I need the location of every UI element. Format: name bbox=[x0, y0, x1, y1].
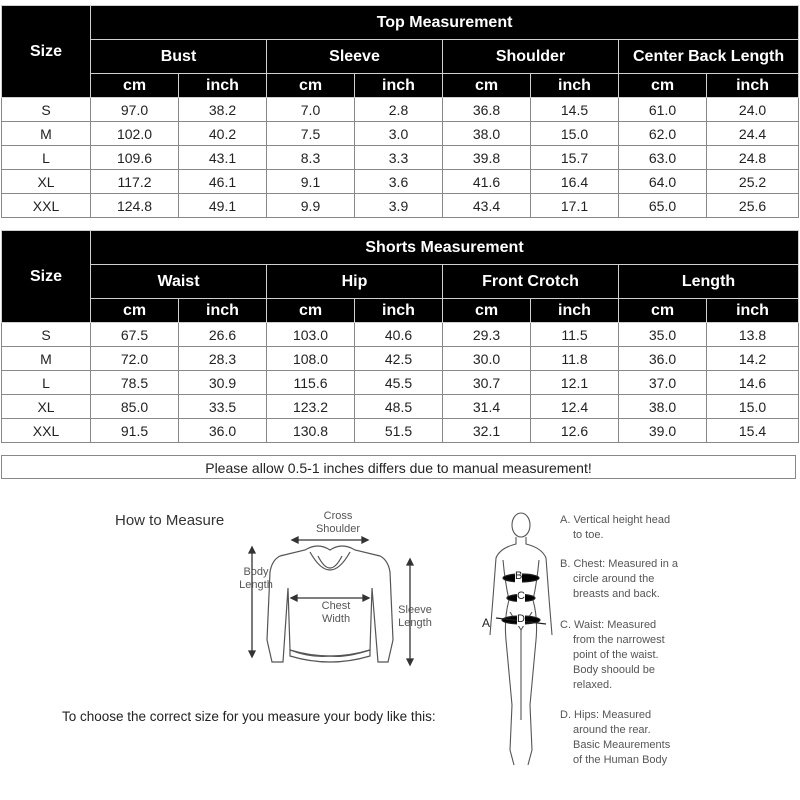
value-cell: 24.4 bbox=[707, 122, 799, 146]
value-cell: 40.2 bbox=[179, 122, 267, 146]
value-cell: 32.1 bbox=[443, 419, 531, 443]
value-cell: 130.8 bbox=[267, 419, 355, 443]
value-cell: 14.6 bbox=[707, 371, 799, 395]
group-header: Sleeve bbox=[267, 40, 443, 74]
value-cell: 123.2 bbox=[267, 395, 355, 419]
value-cell: 35.0 bbox=[619, 323, 707, 347]
value-cell: 38.2 bbox=[179, 98, 267, 122]
table-row bbox=[2, 194, 799, 218]
unit-header: inch bbox=[531, 74, 619, 98]
value-cell: 15.4 bbox=[707, 419, 799, 443]
value-cell: 39.0 bbox=[619, 419, 707, 443]
group-header: Waist bbox=[91, 265, 267, 299]
unit-header: inch bbox=[355, 299, 443, 323]
unit-header-row bbox=[2, 299, 799, 323]
value-cell: 63.0 bbox=[619, 146, 707, 170]
value-cell: 62.0 bbox=[619, 122, 707, 146]
step-c: C. Waist: Measured from the narrowest point of the waist. Body shoould be relaxed. bbox=[560, 619, 665, 691]
value-cell: 14.2 bbox=[707, 347, 799, 371]
value-cell: 30.9 bbox=[179, 371, 267, 395]
value-cell: 3.9 bbox=[355, 194, 443, 218]
choose-size-text: To choose the correct size for you measure your body like this: bbox=[62, 709, 436, 724]
value-cell: 25.2 bbox=[707, 170, 799, 194]
size-cell: L bbox=[2, 146, 91, 170]
size-cell: S bbox=[2, 98, 91, 122]
value-cell: 38.0 bbox=[619, 395, 707, 419]
group-header: Bust bbox=[91, 40, 267, 74]
size-cell: S bbox=[2, 323, 91, 347]
value-cell: 124.8 bbox=[91, 194, 179, 218]
unit-header: cm bbox=[91, 74, 179, 98]
table-row bbox=[2, 122, 799, 146]
body-length-label: Body Length bbox=[239, 566, 273, 591]
group-header: Center Back Length bbox=[619, 40, 799, 74]
unit-header: cm bbox=[619, 299, 707, 323]
step-d: D. Hips: Measured around the rear. Basic Meaurements of the Human Body bbox=[560, 709, 671, 766]
size-header: Size bbox=[2, 6, 91, 98]
table-row bbox=[2, 395, 799, 419]
value-cell: 45.5 bbox=[355, 371, 443, 395]
value-cell: 72.0 bbox=[91, 347, 179, 371]
value-cell: 42.5 bbox=[355, 347, 443, 371]
value-cell: 43.4 bbox=[443, 194, 531, 218]
value-cell: 16.4 bbox=[531, 170, 619, 194]
value-cell: 108.0 bbox=[267, 347, 355, 371]
value-cell: 8.3 bbox=[267, 146, 355, 170]
table-row bbox=[2, 347, 799, 371]
value-cell: 46.1 bbox=[179, 170, 267, 194]
value-cell: 24.8 bbox=[707, 146, 799, 170]
unit-header: cm bbox=[619, 74, 707, 98]
value-cell: 3.0 bbox=[355, 122, 443, 146]
value-cell: 41.6 bbox=[443, 170, 531, 194]
size-cell: M bbox=[2, 347, 91, 371]
value-cell: 51.5 bbox=[355, 419, 443, 443]
group-header: Hip bbox=[267, 265, 443, 299]
unit-header: inch bbox=[355, 74, 443, 98]
how-to-measure-heading: How to Measure bbox=[115, 512, 225, 529]
value-cell: 109.6 bbox=[91, 146, 179, 170]
value-cell: 64.0 bbox=[619, 170, 707, 194]
size-cell: XL bbox=[2, 170, 91, 194]
value-cell: 117.2 bbox=[91, 170, 179, 194]
value-cell: 65.0 bbox=[619, 194, 707, 218]
value-cell: 61.0 bbox=[619, 98, 707, 122]
shorts-measurement-table bbox=[1, 230, 799, 443]
size-header: Size bbox=[2, 231, 91, 323]
value-cell: 11.5 bbox=[531, 323, 619, 347]
value-cell: 24.0 bbox=[707, 98, 799, 122]
value-cell: 36.0 bbox=[619, 347, 707, 371]
value-cell: 36.0 bbox=[179, 419, 267, 443]
value-cell: 49.1 bbox=[179, 194, 267, 218]
unit-header: inch bbox=[707, 74, 799, 98]
value-cell: 15.0 bbox=[707, 395, 799, 419]
table-title: Shorts Measurement bbox=[91, 231, 799, 265]
value-cell: 31.4 bbox=[443, 395, 531, 419]
value-cell: 15.7 bbox=[531, 146, 619, 170]
value-cell: 28.3 bbox=[179, 347, 267, 371]
group-header: Front Crotch bbox=[443, 265, 619, 299]
value-cell: 43.1 bbox=[179, 146, 267, 170]
value-cell: 15.0 bbox=[531, 122, 619, 146]
table-row bbox=[2, 323, 799, 347]
unit-header-row bbox=[2, 74, 799, 98]
size-cell: XL bbox=[2, 395, 91, 419]
size-cell: M bbox=[2, 122, 91, 146]
table-row bbox=[2, 170, 799, 194]
value-cell: 48.5 bbox=[355, 395, 443, 419]
measurement-note: Please allow 0.5-1 inches differs due to manual measurement! bbox=[1, 455, 796, 479]
size-cell: XXL bbox=[2, 194, 91, 218]
chest-width-label: Chest Width bbox=[314, 600, 358, 626]
step-b: B. Chest: Measured in a circle around the breasts and back. bbox=[560, 558, 679, 600]
value-cell: 26.6 bbox=[179, 323, 267, 347]
value-cell: 12.1 bbox=[531, 371, 619, 395]
table-row bbox=[2, 146, 799, 170]
body-letter-a: A bbox=[482, 616, 491, 630]
body-letter-c: C bbox=[517, 590, 525, 602]
measure-guide bbox=[0, 490, 800, 800]
value-cell: 14.5 bbox=[531, 98, 619, 122]
value-cell: 17.1 bbox=[531, 194, 619, 218]
value-cell: 9.9 bbox=[267, 194, 355, 218]
value-cell: 3.3 bbox=[355, 146, 443, 170]
value-cell: 30.7 bbox=[443, 371, 531, 395]
size-cell: L bbox=[2, 371, 91, 395]
value-cell: 29.3 bbox=[443, 323, 531, 347]
value-cell: 7.5 bbox=[267, 122, 355, 146]
value-cell: 38.0 bbox=[443, 122, 531, 146]
value-cell: 3.6 bbox=[355, 170, 443, 194]
value-cell: 36.8 bbox=[443, 98, 531, 122]
value-cell: 30.0 bbox=[443, 347, 531, 371]
value-cell: 39.8 bbox=[443, 146, 531, 170]
top-measurement-table bbox=[1, 5, 799, 218]
value-cell: 7.0 bbox=[267, 98, 355, 122]
value-cell: 13.8 bbox=[707, 323, 799, 347]
value-cell: 11.8 bbox=[531, 347, 619, 371]
table-title: Top Measurement bbox=[91, 6, 799, 40]
group-header-row bbox=[2, 40, 799, 74]
unit-header: cm bbox=[443, 299, 531, 323]
value-cell: 91.5 bbox=[91, 419, 179, 443]
value-cell: 2.8 bbox=[355, 98, 443, 122]
unit-header: inch bbox=[707, 299, 799, 323]
group-header: Shoulder bbox=[443, 40, 619, 74]
value-cell: 115.6 bbox=[267, 371, 355, 395]
value-cell: 78.5 bbox=[91, 371, 179, 395]
unit-header: cm bbox=[443, 74, 531, 98]
value-cell: 12.4 bbox=[531, 395, 619, 419]
body-letter-b: B bbox=[515, 570, 523, 582]
value-cell: 9.1 bbox=[267, 170, 355, 194]
value-cell: 67.5 bbox=[91, 323, 179, 347]
unit-header: cm bbox=[267, 299, 355, 323]
value-cell: 12.6 bbox=[531, 419, 619, 443]
step-a: A. Vertical height head to toe. bbox=[560, 514, 671, 541]
value-cell: 103.0 bbox=[267, 323, 355, 347]
unit-header: inch bbox=[179, 299, 267, 323]
group-header-row bbox=[2, 265, 799, 299]
cross-shoulder-label: Cross Shoulder bbox=[315, 510, 361, 535]
unit-header: inch bbox=[531, 299, 619, 323]
table-row bbox=[2, 98, 799, 122]
value-cell: 40.6 bbox=[355, 323, 443, 347]
value-cell: 37.0 bbox=[619, 371, 707, 395]
body-letter-d: D bbox=[517, 613, 525, 625]
size-cell: XXL bbox=[2, 419, 91, 443]
body-illustration bbox=[0, 490, 800, 800]
unit-header: cm bbox=[91, 299, 179, 323]
value-cell: 102.0 bbox=[91, 122, 179, 146]
sleeve-length-label: Sleeve Length bbox=[398, 604, 432, 629]
table-row bbox=[2, 419, 799, 443]
table-row bbox=[2, 371, 799, 395]
unit-header: inch bbox=[179, 74, 267, 98]
unit-header: cm bbox=[267, 74, 355, 98]
group-header: Length bbox=[619, 265, 799, 299]
value-cell: 97.0 bbox=[91, 98, 179, 122]
value-cell: 25.6 bbox=[707, 194, 799, 218]
value-cell: 33.5 bbox=[179, 395, 267, 419]
value-cell: 85.0 bbox=[91, 395, 179, 419]
